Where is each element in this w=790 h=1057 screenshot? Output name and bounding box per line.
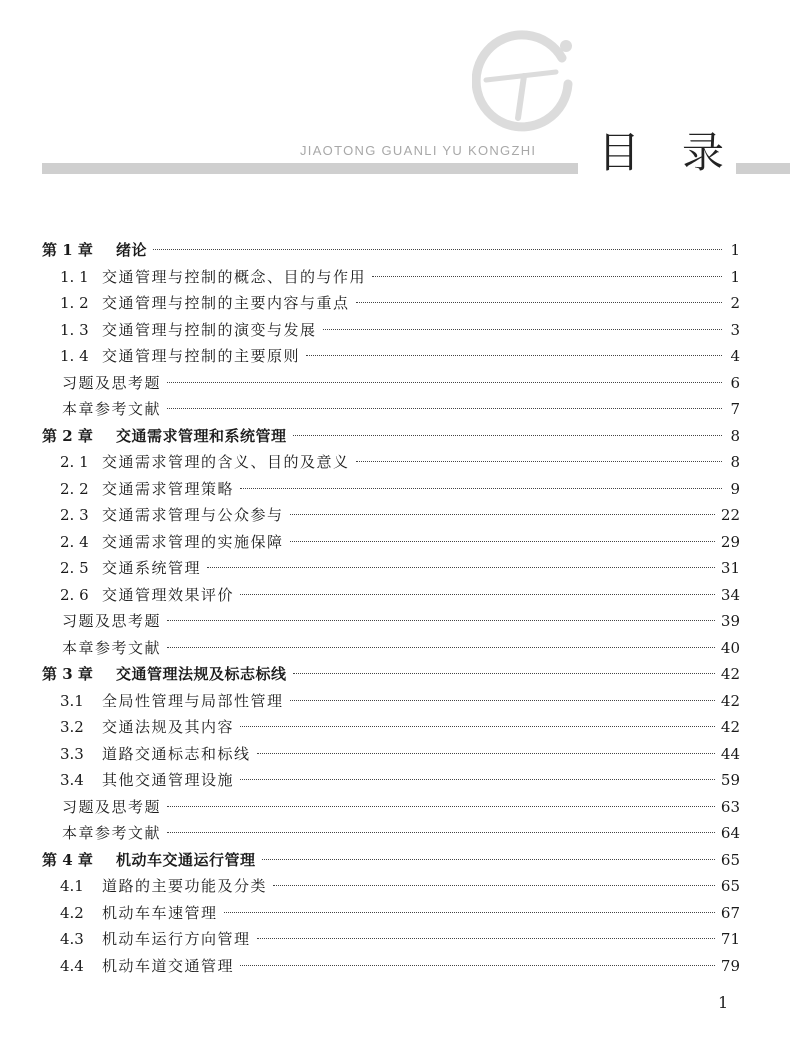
- toc-entry-sec[interactable]: [42, 582, 740, 609]
- toc-entry-page: 64: [720, 824, 740, 842]
- dot-leader: [240, 594, 715, 595]
- toc-entry-page: 63: [720, 797, 740, 816]
- dot-leader: [167, 647, 715, 648]
- dot-leader: [290, 541, 715, 542]
- toc-entry-title: 交通系统管理: [102, 559, 202, 577]
- toc-entry-title: 本章参考文献: [62, 400, 162, 418]
- toc-entry-page: 67: [720, 903, 740, 922]
- toc-entry-title: 交通管理法规及标志标线: [116, 665, 287, 683]
- toc-entry-title: 交通法规及其内容: [102, 718, 235, 736]
- toc-entry-page: 40: [720, 638, 740, 657]
- toc-entry-page: 79: [720, 956, 740, 975]
- toc-entry-page: 6: [730, 373, 740, 392]
- dot-leader: [257, 753, 715, 754]
- toc-entry-number: 2. 3: [60, 506, 89, 524]
- toc-entry-page: 1: [730, 267, 740, 286]
- dot-leader: [323, 329, 722, 330]
- dot-leader: [153, 249, 722, 250]
- dot-leader: [240, 965, 715, 966]
- toc-entry-sec[interactable]: [42, 264, 740, 291]
- dot-leader: [257, 938, 715, 939]
- toc-entry-number: 4.2: [60, 903, 84, 922]
- dot-leader: [306, 355, 722, 356]
- toc-entry-title: 机动车交通运行管理: [116, 850, 256, 869]
- toc-entry-page: 65: [720, 877, 740, 895]
- toc-entry-page: 44: [720, 744, 740, 763]
- toc-entry-sec[interactable]: [42, 767, 740, 794]
- toc-entry-sec[interactable]: [42, 449, 740, 476]
- toc-entry-page: 59: [720, 771, 740, 789]
- toc-entry-page: 7: [730, 400, 740, 418]
- toc-entry-number: 1. 4: [60, 347, 89, 365]
- toc-entry-number: 3.4: [60, 771, 84, 789]
- toc-entry-number: 2. 5: [60, 559, 89, 577]
- toc-entry-title: 交通需求管理的实施保障: [102, 532, 284, 551]
- toc-entry-page: 4: [730, 347, 740, 365]
- dot-leader: [167, 382, 722, 383]
- toc-entry-page: 3: [730, 320, 740, 339]
- toc-entry-sec[interactable]: [42, 529, 740, 556]
- toc-entry-sec[interactable]: [42, 343, 740, 370]
- header-rule-right: [736, 163, 790, 174]
- toc-entry-title: 交通管理效果评价: [102, 585, 235, 604]
- toc-entry-title: 道路交通标志和标线: [102, 744, 251, 763]
- toc-entry-title: 本章参考文献: [62, 638, 162, 657]
- toc-entry-title: 习题及思考题: [62, 373, 162, 392]
- publisher-logo: [472, 22, 582, 132]
- toc-entry-title: 全局性管理与局部性管理: [102, 691, 284, 710]
- toc-entry-number: 3.3: [60, 744, 84, 763]
- toc-entry-title: 交通管理与控制的主要原则: [102, 347, 301, 365]
- toc-entry-number: 第 3 章: [42, 665, 93, 683]
- toc-entry-page: 39: [720, 612, 740, 630]
- toc-entry-title: 机动车道交通管理: [102, 956, 235, 975]
- toc-entry-page: 65: [720, 850, 740, 869]
- toc-entry-sec[interactable]: [42, 873, 740, 900]
- toc-entry-page: 34: [720, 585, 740, 604]
- toc-entry-title: 绪论: [116, 241, 148, 259]
- toc-entry-title: 交通需求管理的含义、目的及意义: [102, 453, 350, 471]
- toc-entry-page: 22: [720, 506, 740, 524]
- toc-entry-number: 1. 2: [60, 294, 89, 312]
- toc-entry-page: 42: [720, 718, 740, 736]
- toc-entry-sec[interactable]: [42, 290, 740, 317]
- toc-entry-title: 其他交通管理设施: [102, 771, 235, 789]
- table-of-contents: [42, 237, 740, 979]
- toc-entry-sec[interactable]: [42, 900, 740, 927]
- toc-entry-sec[interactable]: [42, 317, 740, 344]
- dot-leader: [167, 832, 715, 833]
- dot-leader: [290, 700, 715, 701]
- toc-entry-sec[interactable]: [42, 555, 740, 582]
- toc-entry-title: 交通管理与控制的概念、目的与作用: [102, 267, 367, 286]
- dot-leader: [356, 302, 722, 303]
- toc-entry-title: 交通需求管理策略: [102, 479, 235, 498]
- toc-entry-title: 道路的主要功能及分类: [102, 877, 268, 895]
- page-title-char-1: 目: [598, 128, 641, 177]
- toc-entry-title: 习题及思考题: [62, 797, 162, 816]
- toc-entry-page: 29: [720, 532, 740, 551]
- toc-entry-sec[interactable]: [42, 741, 740, 768]
- toc-entry-title: 交通管理与控制的演变与发展: [102, 320, 317, 339]
- toc-entry-number: 第 4 章: [42, 850, 93, 869]
- toc-entry-title: 机动车运行方向管理: [102, 930, 251, 948]
- page-title: [598, 128, 728, 178]
- dot-leader: [240, 488, 722, 489]
- dot-leader: [207, 567, 715, 568]
- dot-leader: [293, 435, 722, 436]
- header-rule-left: [42, 163, 578, 174]
- toc-entry-number: 2. 6: [60, 585, 89, 604]
- toc-entry-chapter[interactable]: [42, 847, 740, 874]
- toc-entry-extra[interactable]: [42, 370, 740, 397]
- dot-leader: [167, 408, 722, 409]
- toc-entry-number: 4.4: [60, 956, 84, 975]
- toc-entry-page: 2: [730, 294, 740, 312]
- toc-entry-title: 交通管理与控制的主要内容与重点: [102, 294, 350, 312]
- toc-entry-number: 1. 1: [60, 267, 89, 286]
- toc-entry-extra[interactable]: [42, 396, 740, 423]
- dot-leader: [224, 912, 715, 913]
- toc-entry-title: 机动车车速管理: [102, 903, 218, 922]
- toc-entry-page: 71: [720, 930, 740, 948]
- toc-entry-title: 交通需求管理与公众参与: [102, 506, 284, 524]
- dot-leader: [372, 276, 722, 277]
- toc-entry-number: 2. 1: [60, 453, 89, 471]
- page-title-char-2: 录: [682, 128, 725, 177]
- toc-entry-title: 本章参考文献: [62, 824, 162, 842]
- dot-leader: [262, 859, 715, 860]
- toc-entry-number: 4.3: [60, 930, 84, 948]
- toc-entry-number: 第 2 章: [42, 426, 93, 445]
- toc-entry-number: 4.1: [60, 877, 84, 895]
- toc-entry-page: 31: [720, 559, 740, 577]
- dot-leader: [167, 806, 715, 807]
- dot-leader: [290, 514, 715, 515]
- toc-entry-chapter[interactable]: [42, 661, 740, 688]
- page-number: 1: [718, 993, 729, 1012]
- toc-entry-extra[interactable]: [42, 608, 740, 635]
- toc-entry-page: 9: [730, 479, 740, 498]
- toc-entry-chapter[interactable]: [42, 237, 740, 264]
- toc-entry-page: 1: [730, 241, 740, 259]
- dot-leader: [240, 779, 715, 780]
- toc-entry-number: 2. 4: [60, 532, 89, 551]
- toc-entry-page: 8: [730, 426, 740, 445]
- dot-leader: [273, 885, 715, 886]
- toc-entry-page: 8: [730, 453, 740, 471]
- toc-entry-extra[interactable]: [42, 635, 740, 662]
- toc-entry-sec[interactable]: [42, 926, 740, 953]
- toc-entry-page: 42: [720, 665, 740, 683]
- toc-entry-page: 42: [720, 691, 740, 710]
- toc-entry-extra[interactable]: [42, 794, 740, 821]
- toc-entry-number: 2. 2: [60, 479, 89, 498]
- header-subtitle: JIAOTONG GUANLI YU KONGZHI: [300, 143, 537, 158]
- dot-leader: [240, 726, 715, 727]
- dot-leader: [356, 461, 722, 462]
- toc-entry-number: 1. 3: [60, 320, 89, 339]
- toc-entry-number: 3.2: [60, 718, 84, 736]
- toc-entry-sec[interactable]: [42, 953, 740, 980]
- toc-entry-sec[interactable]: [42, 476, 740, 503]
- toc-entry-number: 第 1 章: [42, 241, 93, 259]
- toc-entry-title: 习题及思考题: [62, 612, 162, 630]
- toc-entry-chapter[interactable]: [42, 423, 740, 450]
- toc-entry-extra[interactable]: [42, 820, 740, 847]
- toc-entry-sec[interactable]: [42, 714, 740, 741]
- toc-entry-sec[interactable]: [42, 688, 740, 715]
- dot-leader: [293, 673, 715, 674]
- dot-leader: [167, 620, 715, 621]
- toc-entry-number: 3.1: [60, 691, 84, 710]
- toc-entry-sec[interactable]: [42, 502, 740, 529]
- toc-entry-title: 交通需求管理和系统管理: [116, 426, 287, 445]
